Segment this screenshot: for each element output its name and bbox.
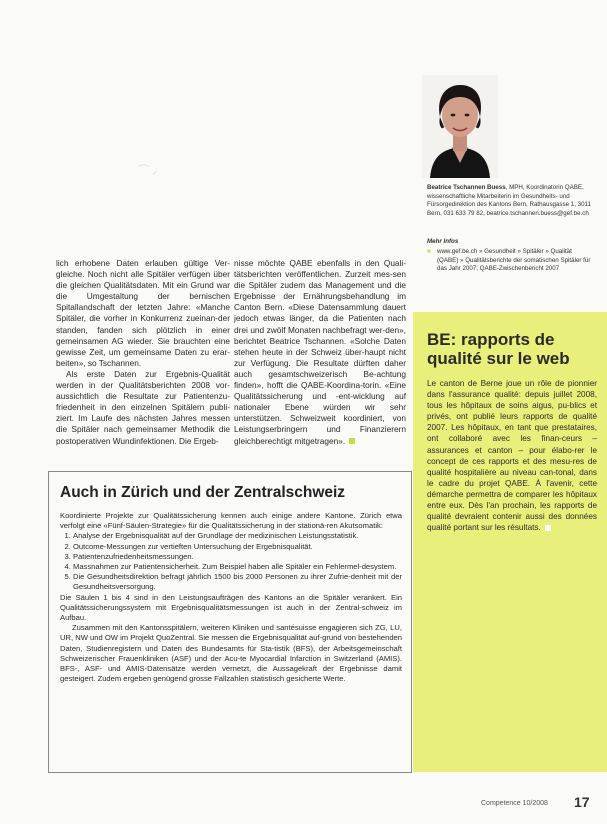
more-info: [427, 238, 592, 273]
article-column-1: [56, 258, 230, 447]
end-mark-icon: [349, 438, 355, 444]
col2-paragraph-1: [234, 258, 406, 447]
portrait-photo: [422, 75, 498, 178]
caption-name: Beatrice Tschannen Buess: [427, 184, 506, 191]
sidebar-body: Le canton de Berne joue un rôle de pionnier dans l'assurance qualité: depuis juillet 2008, tous les hôpitaux de soins aigus, pu-blics et privés, ont publié leurs rapports de qualité 2007. Les hôpitaux, en tant que prestataires, ont collaboré avec les finan-ceurs – assurances et canton – pour élabo-rer le concept de ces rapports et des mesu-res de qualité hospitalière au niveau can-tonal, dans le cadre du projet QABE. À l'avenir, cette démarche permettra de comparer les hôpitaux entre eux. Dès l'an prochain, les rapports de qualité devraient contenir aussi des données qualité portant sur les résultats.: [427, 379, 597, 533]
sidebar-title: BE: rapports de qualité sur le web: [427, 330, 570, 368]
col2-text: nisse möchte QABE ebenfalls in den Quali-tätsberichten veröffentlichen. Zurzeit mes-sen die Spitäler zudem das Management und die Ergebnisse der Ernährungsbehandlung im Canton Bern. «Diese Datensammlung dauert jedoch etwas länger, da die Patienten nach drei und zwölf Monaten nachbefragt wer-den», berichtet Beatrice Tschannen. «Solche Daten stehen heute in der Schweiz über-haupt nicht zur Verfügung. Die Resultate dürften daher auch gesamtschweizerisch Be-achtung finden», hofft die QABE-Koordina-torin. «Eine Qualitätssicherung und -ent-wicklung auf nationaler Ebene würden wir sehr unterstützen. Schweizweit koordiniert, von Leistungserbringern und Finanzierern gleichberechtigt mitgetragen».: [234, 258, 406, 446]
col1-paragraph-1: lich erhobene Daten erlauben gültige Ver-gleiche. Noch nicht alle Spitäler verfügen über die gleichen Qualitätsdaten. Mit ein Grund war die Umgestaltung der bernischen Spitallandschaft der letzten Jahre: «Manche Spitäler, die vorher in Konkurrenz zueinan-der standen, fanden sich plötzlich in einer gemeinsamen AG wieder. Sie brauchten eine gewisse Zeit, um gemeinsame Daten zu erar-beiten», so Tschannen.: [56, 258, 230, 368]
more-info-heading: Mehr Infos: [427, 238, 459, 245]
page-number: 17: [574, 794, 590, 810]
strategy-list: [60, 531, 402, 592]
list-item: 1. Analyse der Ergebnisqualität auf der Grundlage der medizinischen Leistungsstatistik.: [73, 531, 402, 541]
more-info-item: ■ www.gef.be.ch » Gesundheit » Spitäler » Qualität (QABE) » Qualitätsberichte der somatischen Spitäler für das Jahr 2007; QABE-Zwischenbericht 2007: [427, 248, 592, 273]
info-box-after: Die Säulen 1 bis 4 sind in den Leistungsaufträgen des Kantons an die Spitäler verankert. Ein Qualitätssicherungssystem mit Ergebnisqualitätsmessungen ist auch in der Zentral-schweiz im Aufbau.: [60, 592, 402, 623]
list-item: 3. Patientenzufriedenheitsmessungen.: [73, 552, 402, 562]
photo-caption: [427, 184, 592, 218]
magazine-issue: Competence 10/2008: [481, 800, 548, 807]
article-column-2: [234, 258, 406, 447]
info-box-title: Auch in Zürich und der Zentralschweiz: [60, 484, 346, 501]
list-item: 4. Massnahmen zur Patientensicherheit. Zum Beispiel haben alle Spitäler ein Fehlermel-desystem.: [73, 562, 402, 572]
sidebar-text: [427, 378, 597, 533]
info-box-intro: Koordinierte Projekte zur Qualitätssicherung kennen auch einige andere Kantone. Zürich etwa verfolgt eine «Fünf-Säulen-Strategie» für die Qualitätssicherung in der stationä-ren Akutsomatik:: [60, 511, 402, 531]
stray-mark: ⌒ ⸝: [138, 165, 158, 177]
col1-paragraph-2: Als erste Daten zur Ergebnis-Qualität werden in der Qualitätsberichten 2008 vor-aussichtlich die Resultate zur Patientenzu-friedenheit in den einzelnen Spitälern publi-ziert. Im Laufe des nächsten Jahres messen die Spitäler nach gemeinsamer Methodik die postoperativen Wundinfektionen. Die Ergeb-: [56, 368, 230, 446]
list-item: 2. Outcome-Messungen zur vertieften Untersuchung der Ergebnisqualität.: [73, 542, 402, 552]
end-mark-icon: [545, 525, 551, 531]
info-box-paragraph-2: Zusammen mit den Kantonsspitälern, weiteren Kliniken und santésuisse engagieren sich ZG, LU, UR, NW und OW im Projekt QuoZentral. Sie messen die Ergebnisqualität auf-grund von bestehenden Daten, Studienregistern und Daten des Bundesamts für Sta-tistik (BFS), der Arbeitsgemeinschaft Schweizerischer Frauenkliniken (ASF) und der Acu-te Myocardial Infarction in Switzerland (AMIS). BFS-, ASF- und AMIS-Datensätze werden vernetzt, die Aussagekraft der Ergebnisse damit gesteigert. Zudem ergeben genügend grosse Fallzahlen statistisch gesicherte Werte.: [60, 623, 402, 684]
info-box-body: [60, 511, 402, 684]
list-item: 5. Die Gesundheitsdirektion befragt jährlich 1500 bis 2000 Personen zu ihrer Zufrie-denheit mit der Gesundheitsversorgung.: [73, 572, 402, 592]
caption-text: , MPH, Koordinatorin QABE, wissenschaftliche Mitarbeiterin im Gesundheits- und Fürsorgedirektion des Kantons Bern, Rathausgasse 1, 3011 Bern, 031 633 79 82, beatrice.tschannen.buess@gef.be.ch: [427, 184, 591, 217]
